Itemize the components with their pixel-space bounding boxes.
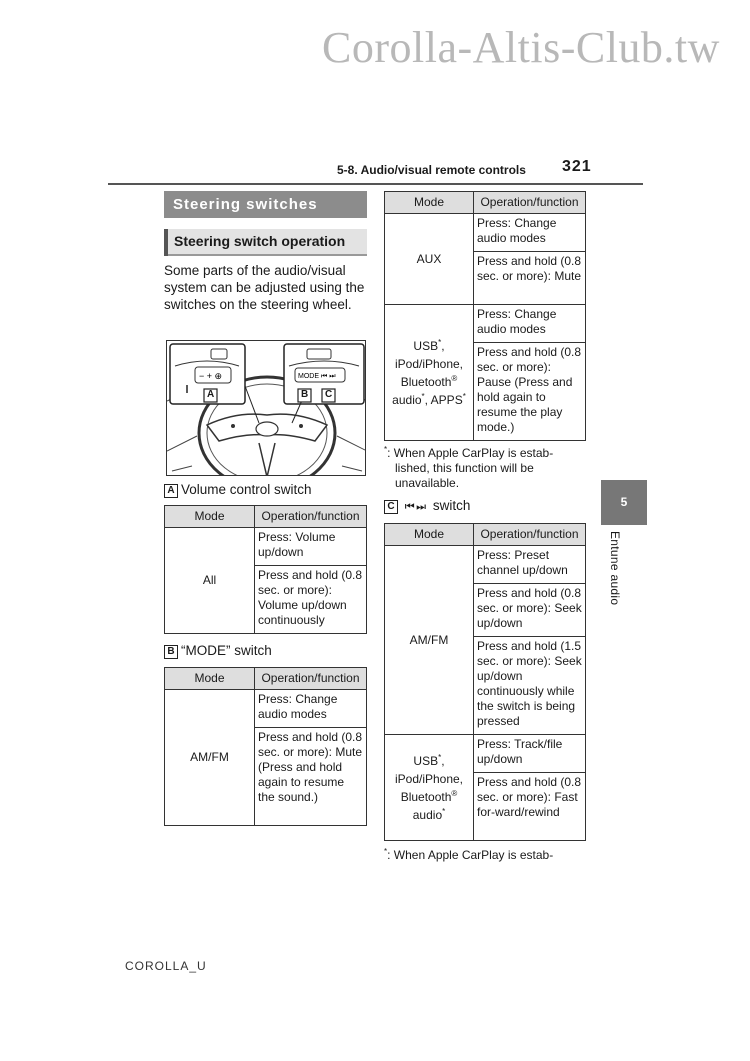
subsection-title xyxy=(164,229,367,256)
header-mode: Mode xyxy=(165,668,255,690)
page-footer: COROLLA_U xyxy=(125,959,207,973)
mode-table-continued xyxy=(384,191,586,441)
footnote-carplay-2 xyxy=(384,848,584,863)
footnote-line: : When Apple CarPlay is estab- xyxy=(387,848,554,862)
steering-wheel-drawing xyxy=(167,341,366,476)
registered-mark: ® xyxy=(451,373,458,383)
label-b-box: B xyxy=(164,645,178,659)
mode-cell: AUX xyxy=(385,214,474,305)
mode-cell-usb: USB*, iPod/iPhone, Bluetooth® audio*, APPS* xyxy=(385,305,474,441)
mode-audio-text: audio xyxy=(392,392,422,407)
mode-cell: All xyxy=(165,528,255,634)
header-mode: Mode xyxy=(385,192,474,214)
asterisk-mark: * xyxy=(384,445,388,454)
footnote-line: lished, this function will be xyxy=(395,461,534,475)
mode-caption xyxy=(164,643,272,659)
asterisk-mark: * xyxy=(421,391,425,401)
figure-label-b: B xyxy=(301,389,309,400)
operation-cell: Press: Volume up/down xyxy=(255,528,367,566)
table-row xyxy=(385,214,586,252)
registered-mark: ® xyxy=(451,788,458,798)
mode-bluetooth-text: Bluetooth xyxy=(400,789,452,804)
mode-cell: AM/FM xyxy=(385,546,474,735)
running-header: 5-8. Audio/visual remote controls xyxy=(337,163,526,177)
operation-cell: Press and hold (0.8 sec. or more): Volume up/down continuously xyxy=(255,566,367,634)
mode-usb-text: USB xyxy=(413,753,439,768)
table-row xyxy=(385,305,586,343)
asterisk-mark: * xyxy=(384,847,388,856)
seek-caption-text: switch xyxy=(432,498,471,513)
page-number: 321 xyxy=(562,158,592,175)
header-operation: Operation/function xyxy=(474,524,586,546)
label-a-box: A xyxy=(164,484,178,498)
figure-label-c: C xyxy=(325,389,333,400)
operation-cell: Press: Preset channel up/down xyxy=(474,546,586,584)
table-row xyxy=(385,546,586,584)
mode-audio-text: audio xyxy=(412,807,443,822)
operation-cell: Press and hold (1.5 sec. or more): Seek up/down continuously while the switch is being pressed xyxy=(474,637,586,735)
mode-apps-text: , APPS xyxy=(424,392,463,407)
header-operation: Operation/function xyxy=(474,192,586,214)
mode-ipod-text: iPod/iPhone, xyxy=(394,771,464,786)
asterisk-mark: * xyxy=(442,806,446,816)
chapter-number: 5 xyxy=(620,495,628,509)
volume-table xyxy=(164,505,367,634)
mode-ipod-text: iPod/iPhone, xyxy=(394,356,464,371)
svg-text:MODE ⏮ ⏭: MODE ⏮ ⏭ xyxy=(298,373,336,380)
operation-cell: Press: Change audio modes xyxy=(474,214,586,252)
table-row xyxy=(165,528,367,566)
seek-caption xyxy=(384,498,470,514)
volume-caption-text: Volume control switch xyxy=(181,482,312,497)
intro-paragraph: Some parts of the audio/visual system can be adjusted using the switches on the steering wheel. xyxy=(164,263,365,312)
steering-wheel-illustration xyxy=(166,340,366,476)
subsection-title-text: Steering switch operation xyxy=(174,233,346,249)
watermark: Corolla-Altis-Club.tw xyxy=(322,23,720,72)
mode-cell: AM/FM xyxy=(165,690,255,826)
operation-cell: Press: Change audio modes xyxy=(255,690,367,728)
label-c-box: C xyxy=(384,500,398,514)
seek-table xyxy=(384,523,586,841)
footnote-carplay xyxy=(384,446,584,491)
section-title xyxy=(164,191,367,218)
footnote-line: : When Apple CarPlay is estab- xyxy=(387,446,554,460)
subsection-marker xyxy=(164,229,168,256)
volume-caption xyxy=(164,482,312,498)
seek-track-icons: ⏮ ⏭ xyxy=(404,500,426,513)
mode-usb-text: USB xyxy=(413,338,439,353)
operation-cell: Press and hold (0.8 sec. or more): Seek up/down xyxy=(474,584,586,637)
asterisk-mark: * xyxy=(438,337,442,347)
table-row xyxy=(165,690,367,728)
mode-caption-text: “MODE” switch xyxy=(181,643,272,658)
chapter-tab-label: Entune audio xyxy=(608,531,622,606)
section-title-text: Steering switches xyxy=(173,196,318,213)
operation-cell: Press and hold (0.8 sec. or more): Mute (Press and hold again to resume the sound.) xyxy=(255,728,367,826)
header-operation: Operation/function xyxy=(255,506,367,528)
header-mode: Mode xyxy=(385,524,474,546)
asterisk-mark: * xyxy=(462,391,466,401)
header-operation: Operation/function xyxy=(255,668,367,690)
operation-cell: Press: Change audio modes xyxy=(474,305,586,343)
header-mode: Mode xyxy=(165,506,255,528)
operation-cell: Press and hold (0.8 sec. or more): Pause (Press and hold again to resume the play mode.) xyxy=(474,343,586,441)
mode-cell-usb: USB*, iPod/iPhone, Bluetooth® audio* xyxy=(385,735,474,841)
operation-cell: Press: Track/file up/down xyxy=(474,735,586,773)
chapter-tab[interactable] xyxy=(601,480,647,525)
table-row xyxy=(385,735,586,773)
mode-bluetooth-text: Bluetooth xyxy=(400,374,452,389)
mode-table xyxy=(164,667,367,826)
operation-cell: Press and hold (0.8 sec. or more): Fast for-ward/rewind xyxy=(474,773,586,841)
figure-label-a: A xyxy=(207,389,215,400)
asterisk-mark: * xyxy=(438,752,442,762)
header-rule xyxy=(108,183,643,185)
operation-cell: Press and hold (0.8 sec. or more): Mute xyxy=(474,252,586,305)
svg-text:− + ⊕: − + ⊕ xyxy=(199,371,223,381)
footnote-line: unavailable. xyxy=(395,476,460,490)
